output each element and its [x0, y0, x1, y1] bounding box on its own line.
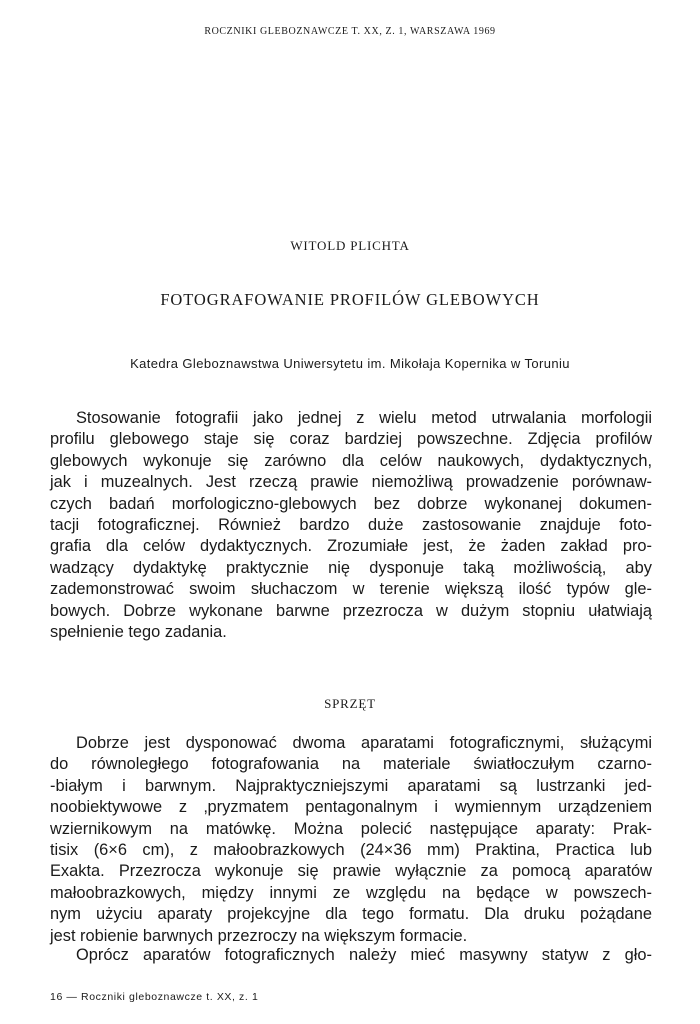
article-title: FOTOGRAFOWANIE PROFILÓW GLEBOWYCH	[160, 290, 540, 309]
text-line: tisix (6×6 cm), z małoobrazkowych (24×36 mm) Praktina, Practica lub	[50, 841, 652, 860]
text-line: spełnienie tego zadania.	[50, 623, 227, 642]
text-line: małoobrazkowych, między innymi ze względu na będące w powszech-	[50, 883, 652, 902]
affiliation: Katedra Gleboznawstwa Uniwersytetu im. Mikołaja Kopernika w Toruniu	[130, 356, 570, 371]
text-line: do równoległego fotografowania na materiale światłoczułym czarno-	[50, 755, 652, 774]
text-line: Dobrze jest dysponować dwoma aparatami fotograficznymi, służącymi	[76, 734, 652, 752]
text-line: profilu glebowego staje się coraz bardziej powszechne. Zdjęcia profilów	[50, 430, 652, 449]
text-line: -białym i barwnym. Najpraktyczniejszymi aparatami są lustrzanki jed-	[50, 776, 652, 795]
tripod-paragraph	[50, 945, 652, 966]
text-line: jak i muzealnych. Jest rzeczą prawie niemożliwą prowadzenie porównaw-	[50, 473, 652, 492]
text-line: tacji fotograficznej. Również bardzo duże zastosowanie znajduje foto-	[50, 516, 652, 535]
text-line: Stosowanie fotografii jako jednej z wielu metod utrwalania morfologii	[76, 409, 652, 427]
running-head: ROCZNIKI GLEBOZNAWCZE T. XX, Z. 1, WARSZAWA 1969	[204, 26, 496, 37]
text-line: grafia dla celów dydaktycznych. Zrozumiałe jest, że żaden zakład pro-	[50, 537, 652, 556]
page-footer: 16 — Roczniki gleboznawcze t. XX, z. 1	[50, 991, 259, 1003]
text-line: zademonstrować swoim słuchaczom w terenie większą ilość typów gle-	[50, 580, 652, 599]
text-line: bowych. Dobrze wykonane barwne przezrocza w dużym stopniu ułatwiają	[50, 601, 652, 620]
author-name: WITOLD PLICHTA	[290, 238, 410, 253]
intro-paragraph	[50, 408, 652, 643]
text-line: Exakta. Przezrocza wykonuje się prawie wyłącznie za pomocą aparatów	[50, 862, 652, 881]
text-line: glebowych wykonuje się zarówno dla celów naukowych, dydaktycznych,	[50, 451, 652, 470]
equipment-paragraph	[50, 733, 652, 947]
section-heading: SPRZĘT	[324, 696, 376, 711]
text-line: jest robienie barwnych przezroczy na większym formacie.	[50, 926, 468, 945]
text-line: wadzący dydaktykę praktycznie nię dysponuje taką możliwością, aby	[50, 558, 652, 577]
text-line: noobiektywowe z ‚pryzmatem pentagonalnym i wymiennym urządzeniem	[50, 798, 652, 817]
text-line: Oprócz aparatów fotograficznych należy mieć masywny statyw z gło-	[76, 946, 652, 964]
text-line: czych badań morfologiczno-glebowych bez dobrze wykonanej dokumen-	[50, 494, 652, 513]
text-line: nym użyciu aparaty projekcyjne dla tego formatu. Dla druku pożądane	[50, 905, 652, 924]
text-line: wziernikowym na matówkę. Można polecić następujące aparaty: Prak-	[50, 819, 652, 838]
